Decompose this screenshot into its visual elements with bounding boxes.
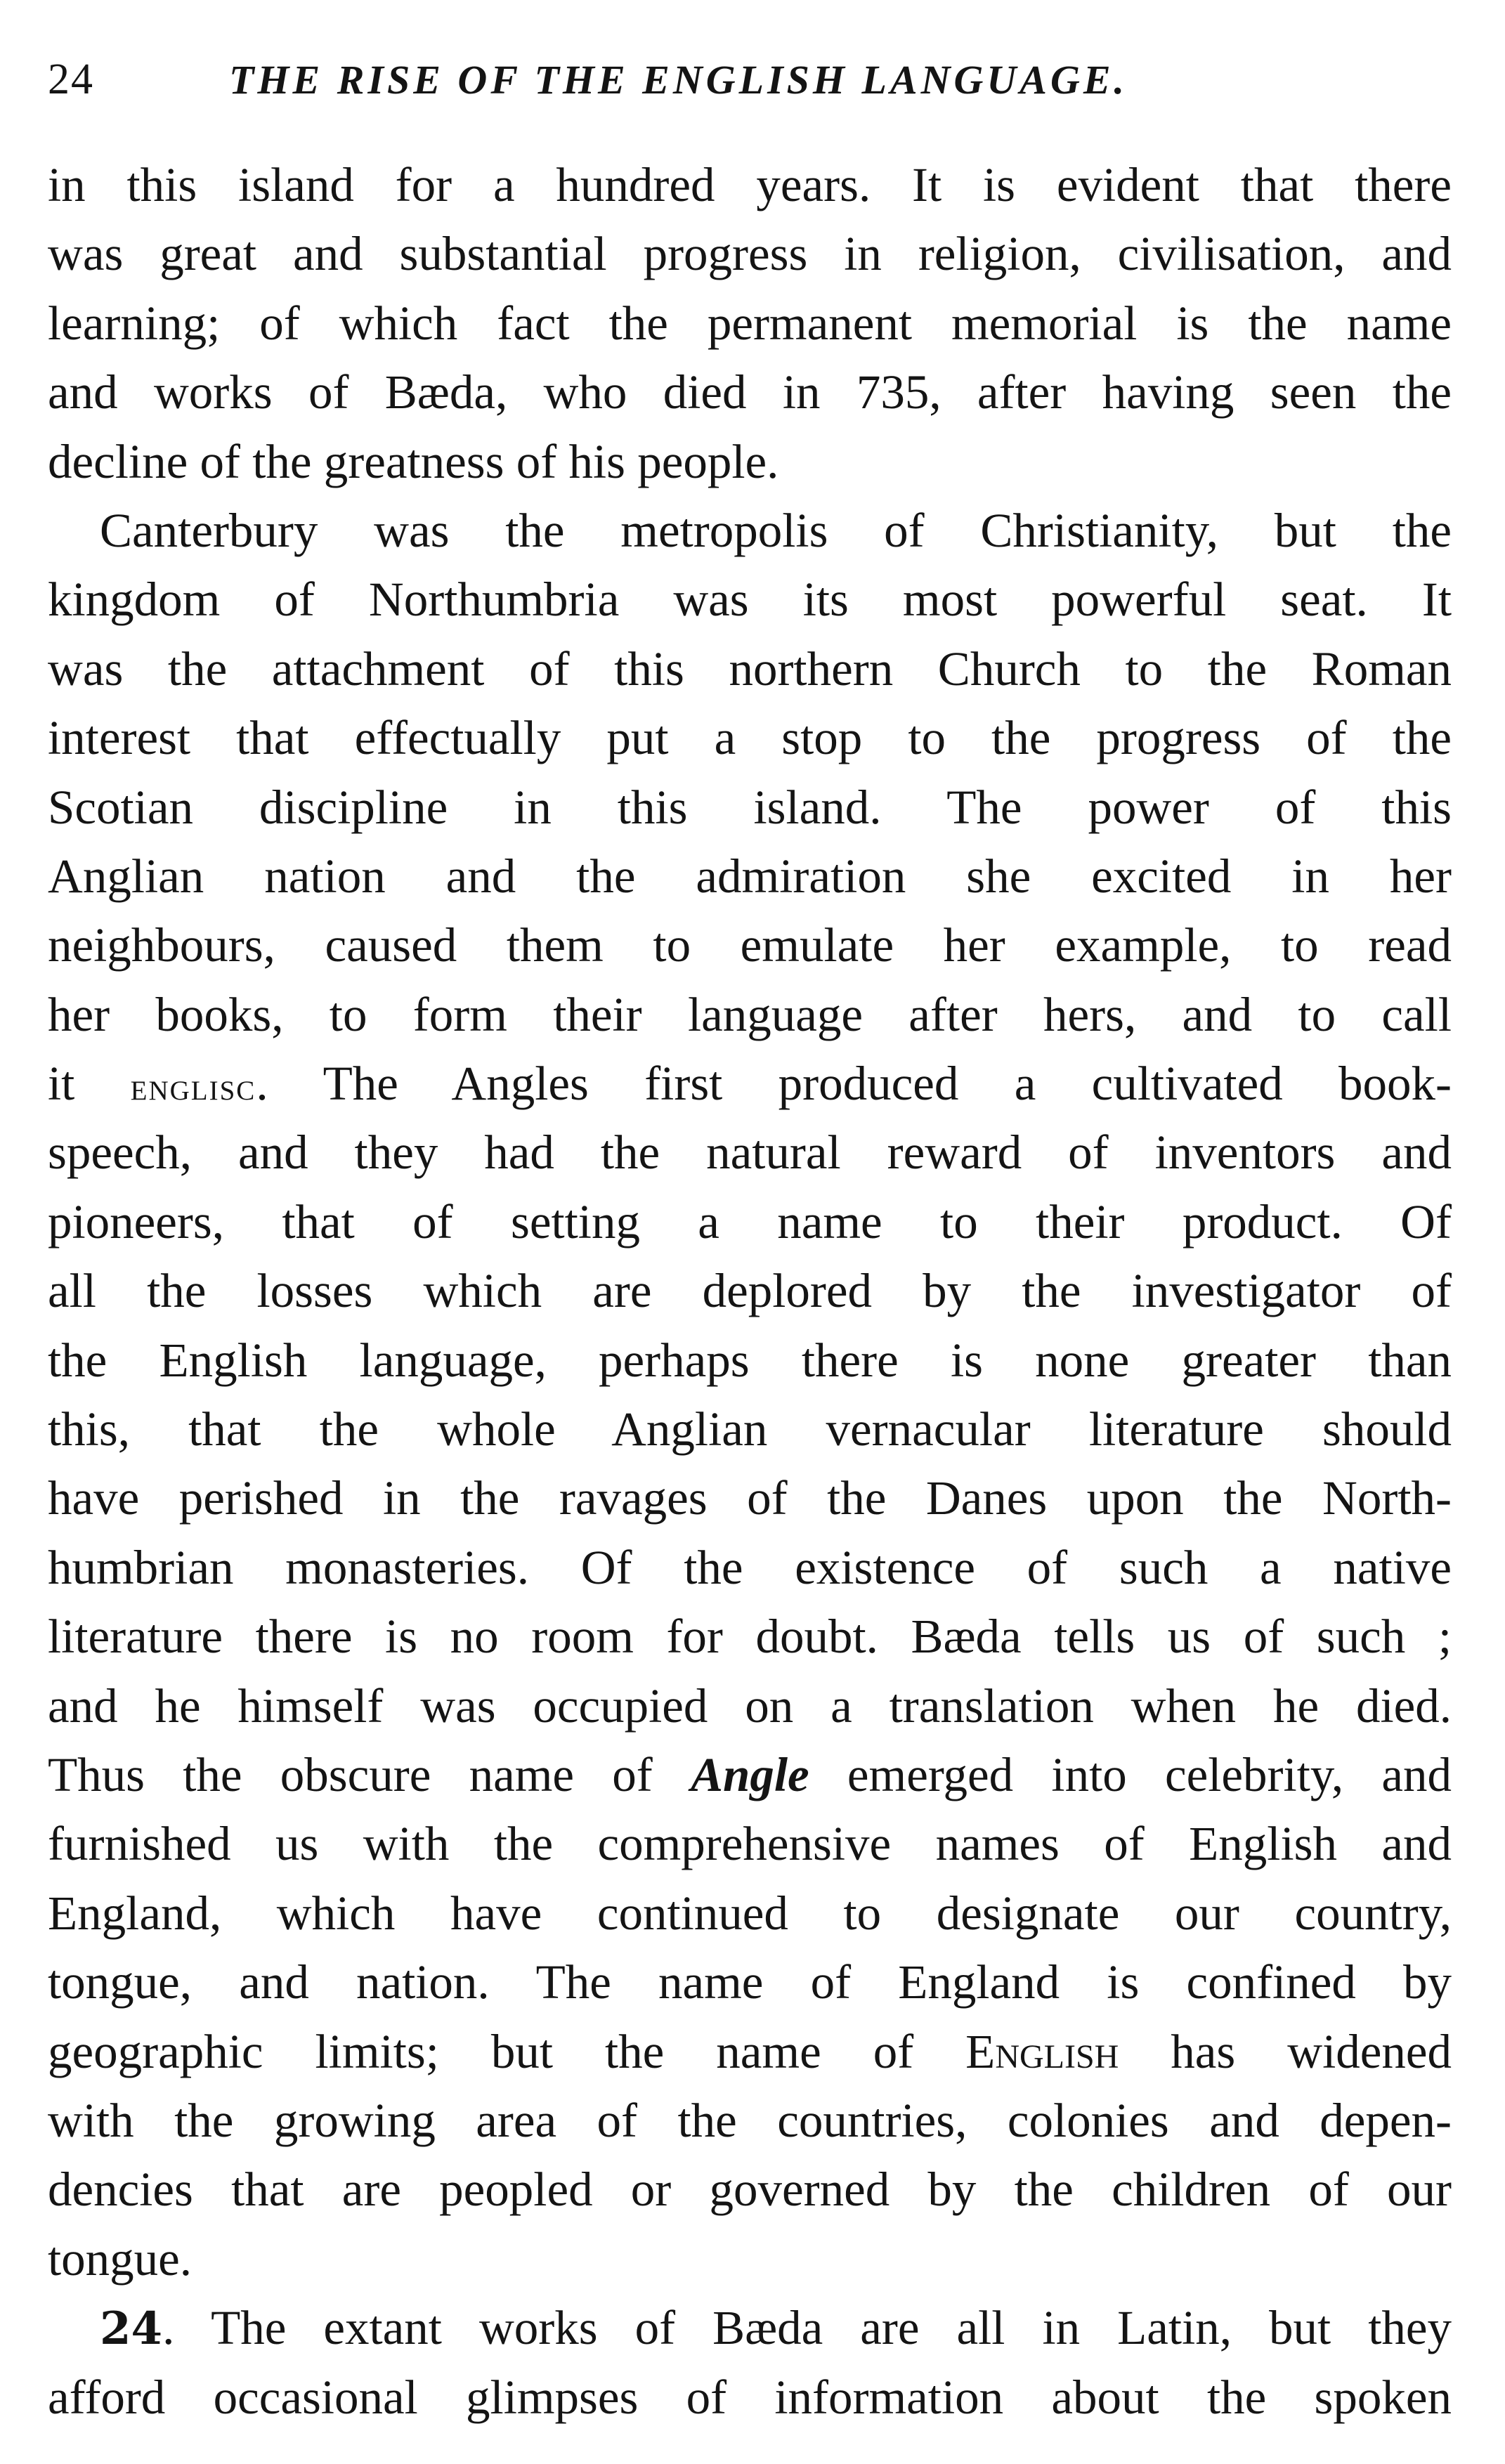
- body-text: [48, 150, 1452, 2432]
- text-line: [48, 1049, 1452, 1118]
- text-line: afford occasional glimpses of information about the spoken: [48, 2370, 1452, 2424]
- paragraph-first-line: Canterbury was the metropolis of Christianity, but the: [100, 503, 1452, 557]
- running-head: THE RISE OF THE ENGLISH LANGUAGE.: [229, 57, 1128, 103]
- text-run: it: [48, 1057, 131, 1111]
- text-line: interest that effectually put a stop to the progress of the: [48, 711, 1452, 765]
- text-line: speech, and they had the natural reward of inventors and: [48, 1126, 1452, 1180]
- text-line: tongue, and nation. The name of England is confined by: [48, 1955, 1452, 2009]
- text-line: have perished in the ravages of the Danes upon the North-: [48, 1471, 1452, 1525]
- text-line: England, which have continued to designate our country,: [48, 1886, 1452, 1940]
- text-line: kingdom of Northumbria was its most powerful seat. It: [48, 573, 1452, 627]
- text-run: emerged into celebrity, and: [809, 1747, 1452, 1801]
- text-line: Anglian nation and the admiration she excited in her: [48, 849, 1452, 903]
- section-number: 24: [100, 2302, 163, 2356]
- text-line: Scotian discipline in this island. The power of this: [48, 780, 1452, 834]
- angle-term: Angle: [690, 1747, 809, 1801]
- text-run: . The extant works of Bæda are all in Latin, but they: [162, 2301, 1452, 2355]
- text-line: learning; of which fact the permanent memorial is the name: [48, 296, 1452, 350]
- page-header: [48, 41, 1446, 118]
- english-term: English: [965, 2024, 1119, 2078]
- text-run: . The Angles first produced a cultivated book-: [256, 1057, 1452, 1111]
- text-line: with the growing area of the countries, colonies and depen-: [48, 2093, 1452, 2147]
- text-line: and he himself was occupied on a translation when he died.: [48, 1678, 1452, 1733]
- englisc-term: englisc: [130, 1065, 256, 1109]
- text-line: dencies that are peopled or governed by the children of our: [48, 2163, 1452, 2217]
- text-line: this, that the whole Anglian vernacular literature should: [48, 1402, 1452, 1456]
- text-line: was the attachment of this northern Church to the Roman: [48, 641, 1452, 696]
- text-run: geographic limits; but the name of: [48, 2024, 966, 2078]
- text-line: humbrian monasteries. Of the existence of such a native: [48, 1540, 1452, 1594]
- text-line: and works of Bæda, who died in 735, after having seen the: [48, 365, 1452, 419]
- text-line: in this island for a hundred years. It is evident that there: [48, 158, 1452, 211]
- text-run: has widened: [1119, 2024, 1452, 2078]
- text-run: Thus the obscure name of: [48, 1747, 691, 1801]
- text-line: furnished us with the comprehensive names of English and: [48, 1817, 1452, 1871]
- text-line: literature there is no room for doubt. Bæda tells us of such ;: [48, 1610, 1452, 1664]
- text-line: her books, to form their language after hers, and to call: [48, 987, 1452, 1041]
- text-line: the English language, perhaps there is none greater than: [48, 1333, 1452, 1387]
- text-line: tongue.: [48, 2231, 193, 2286]
- text-line: was great and substantial progress in religion, civilisation, and: [48, 227, 1452, 281]
- text-line: pioneers, that of setting a name to their product. Of: [48, 1194, 1452, 1249]
- page-number: 24: [48, 56, 94, 103]
- text-line: [48, 2017, 1452, 2086]
- text-line: [48, 1740, 1452, 1809]
- text-line: neighbours, caused them to emulate her example, to read: [48, 918, 1452, 972]
- text-line: decline of the greatness of his people.: [48, 434, 779, 488]
- text-line: all the losses which are deplored by the investigator of: [48, 1264, 1452, 1318]
- section-first-line: [48, 2293, 1452, 2362]
